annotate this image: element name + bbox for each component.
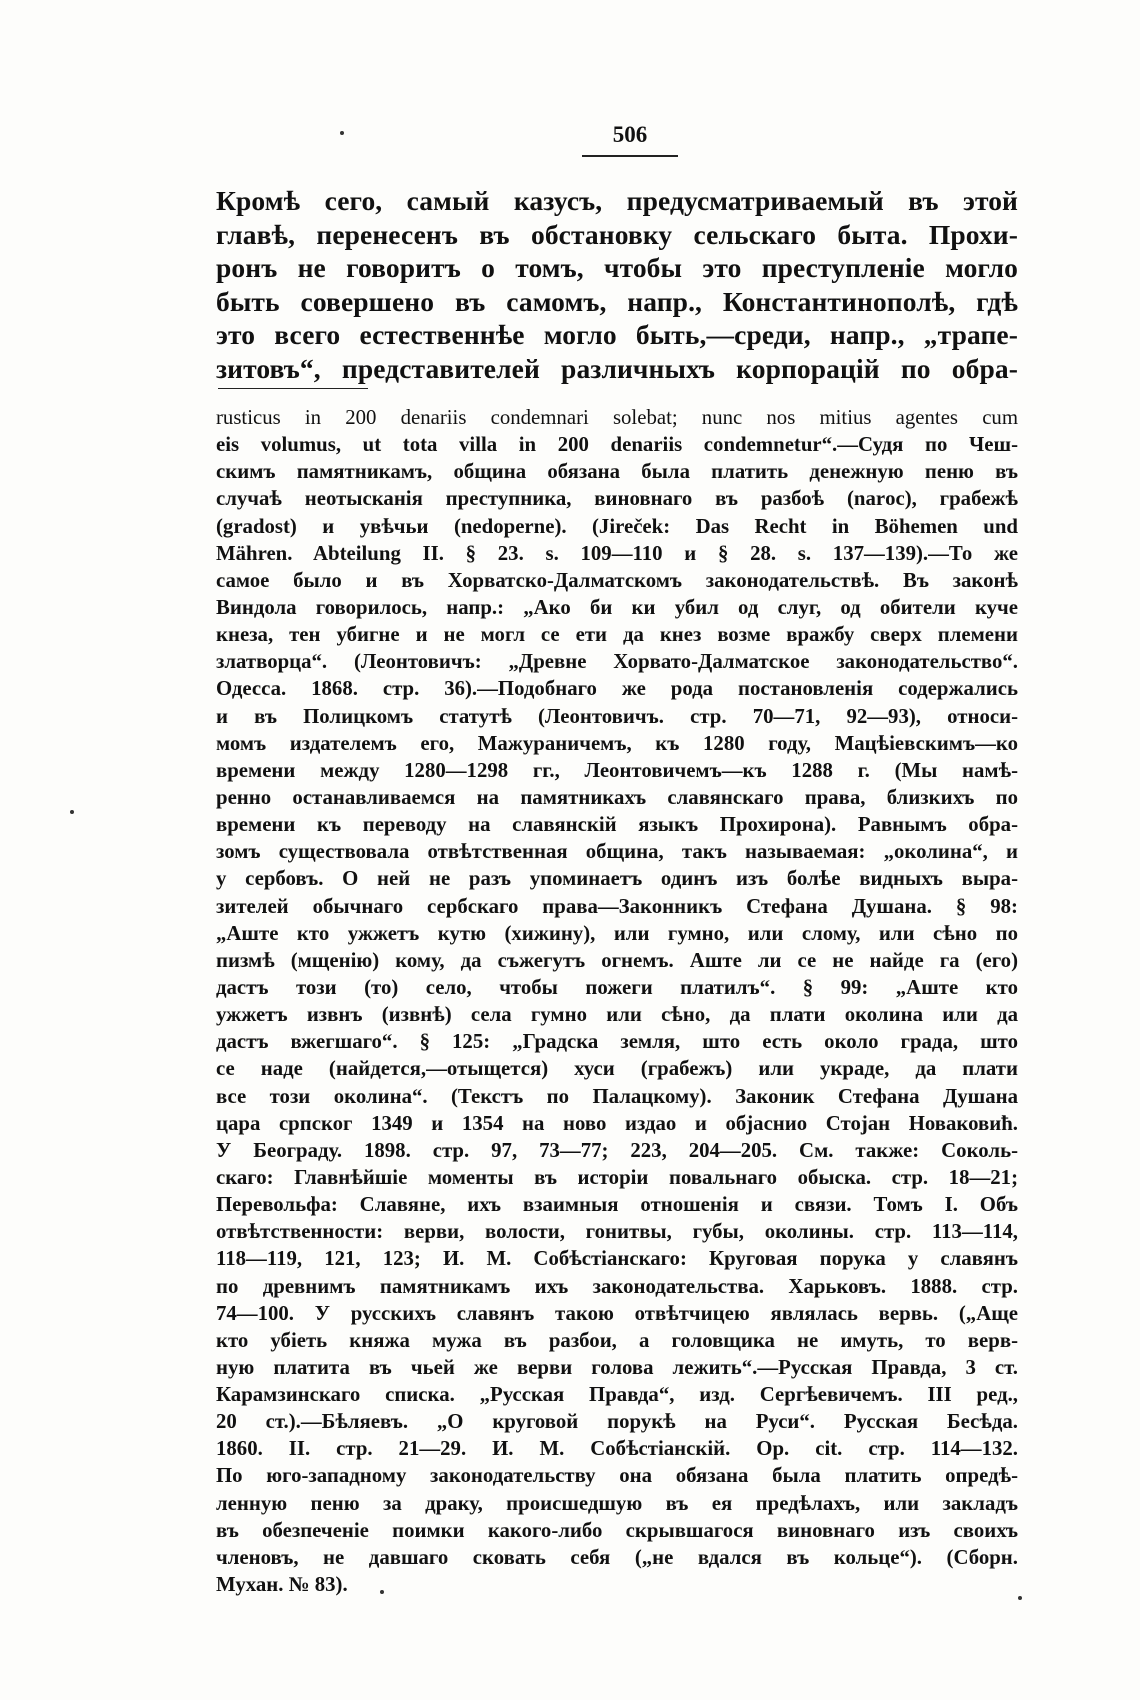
footnote-line: ренно останавливаемся на памятникахъ славянскаго права, близкихъ по [216,785,1018,809]
footnote-line: случаѣ неотысканія преступника, виновнаго въ разбоѣ (narоc), грабежѣ [216,487,1018,511]
footnote-line: Mähren. Abteilung II. § 23. s. 109—110 и § 28. s. 137—139).—То же [216,541,1018,565]
footnote-line: все този околина“. (Текстъ по Палацкому). Законик Стефана Душана [216,1084,1018,1108]
footnote-line: eis volumus, ut tota villa in 200 denariis condemnetur“.—Судя по Чеш- [216,433,1018,457]
footnote-line: „Аште кто ужжетъ кутю (хижину), или гумно, или слому, или сѣно по [216,921,1018,945]
main-text-line: это всего естественнѣе могло быть,—среди, напр., „трапе- [216,319,1018,350]
main-text-line: зитовъ“, представителей различныхъ корпорацій по обра- [216,352,1018,384]
footnote-line: самое было и въ Хорватско-Далматскомъ законодательствѣ. Въ законѣ [216,568,1018,592]
footnote-line: Перевольфа: Славяне, ихъ взаимныя отношенія и связи. Томъ I. Объ [216,1193,1018,1217]
footnote-line: пизмѣ (мщенію) кому, да съжегутъ огнемъ. Аште ли се не найде га (его) [216,948,1018,972]
footnote-line: момъ издателемъ его, Мажураничемъ, къ 1280 году, Мацѣіевскимъ—ко [216,731,1018,755]
main-text-line: ронъ не говоритъ о томъ, чтобы это преступленіе могло [216,252,1018,283]
margin-dot [70,810,74,814]
footnote-line: скаго: Главнѣйшіе моменты въ исторіи повальнаго обыска. стр. 18—21; [216,1165,1018,1189]
footnote-line: Мухан. № 83). [216,1573,348,1597]
footnote-line: се наде (найдется,—отыщется) хуси (грабежъ) или украде, да плати [216,1057,1018,1081]
footnote-line: цара српског 1349 и 1354 на ново издао и објаснио Стојан Новаковић. [216,1111,1018,1135]
footnote-line: rusticus in 200 denariis condemnari solebat; nunc nos mitius agentes cum [216,406,1018,429]
footnote-line: и въ Полицкомъ статутѣ (Леонтовичъ. стр. 70—71, 92—93), относи- [216,704,1018,728]
footnote-line: по древнимъ памятникамъ ихъ законодательства. Харьковъ. 1888. стр. [216,1274,1018,1298]
footnote-line: У Београду. 1898. стр. 97, 73—77; 223, 204—205. См. также: Соколь- [216,1138,1018,1162]
footnote-line: времени между 1280—1298 гг., Леонтовичемъ—къ 1288 г. (Мы намѣ- [216,758,1018,782]
footnote-line: дастъ този (то) село, чтобы пожеги платилъ“. § 99: „Аште кто [216,975,1018,999]
footnote-line: у сербовъ. О ней не разъ упоминаетъ одинъ изъ болѣе видныхъ выра- [216,867,1018,891]
footnote-line: зителей обычнаго сербскаго права—Законникъ Стефана Душана. § 98: [216,894,1018,918]
footnote-line: 1860. II. стр. 21—29. И. М. Собѣстіанскій. Op. cit. стр. 114—132. [216,1437,1018,1461]
footnote-line: Виндола говорилось, напр.: „Ако би ки убил од слуг, од обители куче [216,595,1018,619]
footnote-line: Одесса. 1868. стр. 36).—Подобнаго же рода постановленія содержались [216,677,1018,701]
footnote-line: отвѣтственности: верви, волости, гонитвы, губы, околины. стр. 113—114, [216,1220,1018,1244]
header-rule [582,155,678,157]
footnote-line: 118—119, 121, 123; И. М. Собѣстіанскаго: Круговая порука у славянъ [216,1247,1018,1271]
main-text-line: Кромѣ сего, самый казусъ, предусматриваемый въ этой [216,185,1018,216]
footnote-line: По юго-западному законодательству она обязана была платить опредѣ- [216,1464,1018,1488]
footnote-line: ленную пеню за драку, происшедшую въ ея предѣлахъ, или закладъ [216,1491,1018,1515]
footnote-line: ужжетъ извнъ (извнѣ) села гумно или сѣно, да плати околина или да [216,1003,1018,1027]
footnote-line: 74—100. У русскихъ славянъ такою отвѣтчицею являлась вервь. („Аще [216,1301,1018,1325]
footnote-line: (gradost) и увѣчьи (nedoperne). (Jireček: Das Recht in Böhemen und [216,514,1018,538]
margin-dot [1018,1596,1022,1600]
footnote-line: Карамзинскаго списка. „Русская Правда“, изд. Сергѣевичемъ. III ред., [216,1383,1018,1407]
main-text-line: главѣ, перенесенъ въ обстановку сельскаго быта. Прохи- [216,218,1018,250]
page-number: 506 [612,122,648,147]
footnote-line: въ обезпеченіе поимки какого-либо скрывшагося виновнаго изъ своихъ [216,1518,1018,1542]
main-text [216,184,1018,385]
footnote-separator [218,388,368,389]
footnote-line: зомъ существовала отвѣтственная община, такъ называемая: „околина“, и [216,840,1018,864]
footnote-line: 20 ст.).—Бѣляевъ. „О круговой порукѣ на Руси“. Русская Бесѣда. [216,1410,1018,1434]
footnote-line: кнеза, тен убигне и не могл се ети да кнез возме вражбу сверх племени [216,623,1018,647]
footnote-line: времени къ переводу на славянскій языкъ Прохирона). Равнымъ обра- [216,813,1018,837]
footnote [216,404,1018,1598]
footnote-line: кто убіеть княжа мужа въ разбои, а головщика не имуть, то верв- [216,1328,1018,1352]
footnote-line: скимъ памятникамъ, община обязана была платить денежную пеню въ [216,460,1018,484]
main-text-line: быть совершено въ самомъ, напр., Константинополѣ, гдѣ [216,285,1018,317]
footnote-line: златворца“. (Леонтовичъ: „Древне Хорвато-Далматское законодательство“. [216,650,1018,674]
footnote-line: ную платита въ чьей же верви голова лежить“.—Русская Правда, 3 ст. [216,1355,1018,1379]
margin-dot [340,131,344,135]
margin-dot [380,1590,384,1594]
footnote-line: членовъ, не давшаго сковать себя („не вдался въ кольце“). (Сборн. [216,1545,1018,1569]
footnote-line: дастъ вжегшаго“. § 125: „Градска земля, што есть около града, што [216,1030,1018,1054]
